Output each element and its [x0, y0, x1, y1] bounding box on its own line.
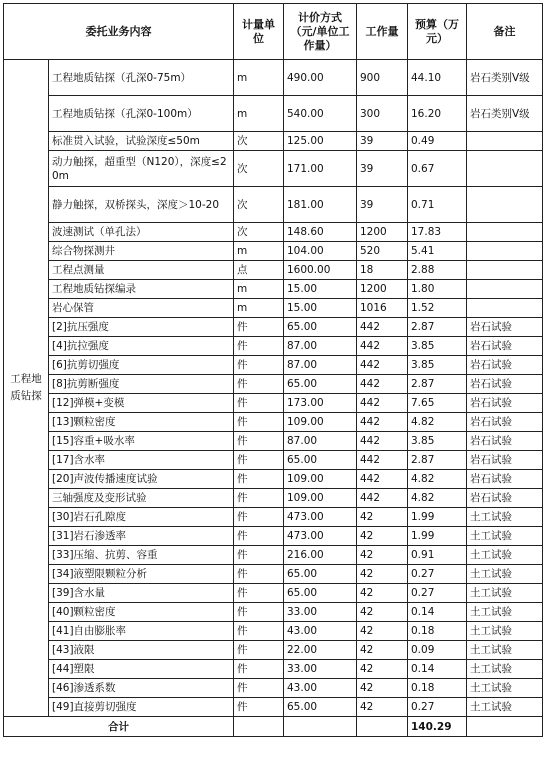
table-row	[4, 223, 543, 242]
price-cell: 87.00	[284, 337, 357, 356]
quantity-cell: 442	[357, 413, 408, 432]
note-cell: 土工试验	[467, 546, 543, 565]
quantity-cell: 520	[357, 242, 408, 261]
table-row	[4, 413, 543, 432]
quantity-cell: 442	[357, 394, 408, 413]
table-row	[4, 508, 543, 527]
quantity-cell: 42	[357, 603, 408, 622]
total-empty-price-cell	[284, 717, 357, 737]
category-cell: 工程地质钻探	[4, 60, 49, 717]
unit-cell: 件	[234, 622, 284, 641]
quantity-cell: 442	[357, 451, 408, 470]
quantity-cell: 42	[357, 565, 408, 584]
table-row	[4, 299, 543, 318]
unit-cell: m	[234, 96, 284, 132]
note-cell	[467, 261, 543, 280]
note-cell	[467, 299, 543, 318]
unit-cell: 件	[234, 698, 284, 717]
table-row	[4, 698, 543, 717]
note-cell: 土工试验	[467, 698, 543, 717]
table-row	[4, 242, 543, 261]
unit-cell: 件	[234, 375, 284, 394]
quantity-cell: 42	[357, 698, 408, 717]
note-cell	[467, 280, 543, 299]
table-row	[4, 356, 543, 375]
price-cell: 125.00	[284, 132, 357, 151]
note-cell: 岩石试验	[467, 432, 543, 451]
budget-cell: 44.10	[408, 60, 467, 96]
total-note-cell	[467, 717, 543, 737]
note-cell	[467, 151, 543, 187]
quantity-cell: 39	[357, 132, 408, 151]
price-cell: 65.00	[284, 565, 357, 584]
item-name-cell: [4]抗拉强度	[49, 337, 234, 356]
quantity-cell: 900	[357, 60, 408, 96]
header-quantity: 工作量	[357, 4, 408, 60]
unit-cell: 件	[234, 584, 284, 603]
header-unit: 计量单位	[234, 4, 284, 60]
unit-cell: 件	[234, 337, 284, 356]
note-cell: 岩石试验	[467, 375, 543, 394]
price-cell: 181.00	[284, 187, 357, 223]
table-row	[4, 432, 543, 451]
budget-cell: 3.85	[408, 356, 467, 375]
quantity-cell: 1200	[357, 280, 408, 299]
unit-cell: 次	[234, 151, 284, 187]
unit-cell: 次	[234, 223, 284, 242]
table-row	[4, 584, 543, 603]
item-name-cell: [44]塑限	[49, 660, 234, 679]
price-cell: 43.00	[284, 622, 357, 641]
note-cell: 岩石类别Ⅴ级	[467, 96, 543, 132]
note-cell	[467, 242, 543, 261]
note-cell: 土工试验	[467, 527, 543, 546]
table-row	[4, 679, 543, 698]
budget-cell: 1.52	[408, 299, 467, 318]
table-row	[4, 337, 543, 356]
unit-cell: 件	[234, 413, 284, 432]
item-name-cell: 综合物探测井	[49, 242, 234, 261]
item-name-cell: [30]岩石孔隙度	[49, 508, 234, 527]
budget-cell: 4.82	[408, 413, 467, 432]
quantity-cell: 442	[357, 432, 408, 451]
table-row	[4, 151, 543, 187]
price-cell: 473.00	[284, 527, 357, 546]
table-row	[4, 546, 543, 565]
quantity-cell: 442	[357, 318, 408, 337]
budget-cell: 4.82	[408, 470, 467, 489]
item-name-cell: 动力触探，超重型（N120），深度≤20m	[49, 151, 234, 187]
unit-cell: 次	[234, 132, 284, 151]
item-name-cell: 波速测试（单孔法）	[49, 223, 234, 242]
table-row	[4, 394, 543, 413]
item-name-cell: [49]直接剪切强度	[49, 698, 234, 717]
quantity-cell: 42	[357, 527, 408, 546]
note-cell	[467, 187, 543, 223]
unit-cell: 次	[234, 187, 284, 223]
price-cell: 109.00	[284, 489, 357, 508]
price-cell: 109.00	[284, 413, 357, 432]
unit-cell: 件	[234, 660, 284, 679]
unit-cell: 件	[234, 565, 284, 584]
price-cell: 65.00	[284, 375, 357, 394]
price-cell: 540.00	[284, 96, 357, 132]
item-name-cell: [39]含水量	[49, 584, 234, 603]
item-name-cell: [2]抗压强度	[49, 318, 234, 337]
item-name-cell: [20]声波传播速度试验	[49, 470, 234, 489]
header-content: 委托业务内容	[4, 4, 234, 60]
total-empty-unit-cell	[234, 717, 284, 737]
note-cell	[467, 132, 543, 151]
item-name-cell: 静力触探，双桥探头，深度＞10-20	[49, 187, 234, 223]
header-price-method: 计价方式（元/单位工作量）	[284, 4, 357, 60]
table-row	[4, 60, 543, 96]
item-name-cell: [17]含水率	[49, 451, 234, 470]
item-name-cell: [46]渗透系数	[49, 679, 234, 698]
item-name-cell: 标准贯入试验，试验深度≤50m	[49, 132, 234, 151]
table-row	[4, 261, 543, 280]
note-cell: 岩石类别Ⅴ级	[467, 60, 543, 96]
budget-cell: 2.88	[408, 261, 467, 280]
price-cell: 473.00	[284, 508, 357, 527]
table-row	[4, 489, 543, 508]
unit-cell: m	[234, 60, 284, 96]
price-cell: 33.00	[284, 660, 357, 679]
note-cell: 岩石试验	[467, 489, 543, 508]
budget-cell: 1.80	[408, 280, 467, 299]
unit-cell: 件	[234, 470, 284, 489]
unit-cell: 件	[234, 451, 284, 470]
budget-cell: 0.67	[408, 151, 467, 187]
note-cell: 岩石试验	[467, 318, 543, 337]
price-cell: 65.00	[284, 451, 357, 470]
quantity-cell: 442	[357, 356, 408, 375]
price-cell: 65.00	[284, 318, 357, 337]
unit-cell: 件	[234, 641, 284, 660]
budget-cell: 3.85	[408, 432, 467, 451]
note-cell: 岩石试验	[467, 356, 543, 375]
total-budget: 140.29	[408, 717, 467, 737]
note-cell: 土工试验	[467, 508, 543, 527]
total-empty-quantity-cell	[357, 717, 408, 737]
quantity-cell: 1200	[357, 223, 408, 242]
price-cell: 33.00	[284, 603, 357, 622]
item-name-cell: [12]弹模+变模	[49, 394, 234, 413]
total-label: 合计	[4, 717, 234, 737]
item-name-cell: [41]自由膨胀率	[49, 622, 234, 641]
price-cell: 65.00	[284, 584, 357, 603]
unit-cell: 件	[234, 489, 284, 508]
unit-cell: 件	[234, 318, 284, 337]
note-cell	[467, 223, 543, 242]
unit-cell: 点	[234, 261, 284, 280]
unit-cell: m	[234, 299, 284, 318]
item-name-cell: [13]颗粒密度	[49, 413, 234, 432]
budget-cell: 0.49	[408, 132, 467, 151]
budget-cell: 1.99	[408, 527, 467, 546]
item-name-cell: [43]液限	[49, 641, 234, 660]
table-row	[4, 622, 543, 641]
price-cell: 490.00	[284, 60, 357, 96]
item-name-cell: [8]抗剪断强度	[49, 375, 234, 394]
budget-cell: 0.09	[408, 641, 467, 660]
quantity-cell: 442	[357, 470, 408, 489]
budget-cell: 3.85	[408, 337, 467, 356]
unit-cell: m	[234, 280, 284, 299]
price-cell: 65.00	[284, 698, 357, 717]
unit-cell: 件	[234, 394, 284, 413]
quantity-cell: 442	[357, 337, 408, 356]
table-row	[4, 603, 543, 622]
item-name-cell: [6]抗剪切强度	[49, 356, 234, 375]
budget-cell: 16.20	[408, 96, 467, 132]
price-cell: 22.00	[284, 641, 357, 660]
quantity-cell: 18	[357, 261, 408, 280]
price-cell: 216.00	[284, 546, 357, 565]
unit-cell: 件	[234, 356, 284, 375]
item-name-cell: [33]压缩、抗剪、容重	[49, 546, 234, 565]
item-name-cell: 三轴强度及变形试验	[49, 489, 234, 508]
note-cell: 岩石试验	[467, 451, 543, 470]
price-cell: 104.00	[284, 242, 357, 261]
budget-cell: 0.71	[408, 187, 467, 223]
table-row	[4, 451, 543, 470]
table-row	[4, 280, 543, 299]
quantity-cell: 300	[357, 96, 408, 132]
table-row	[4, 641, 543, 660]
note-cell: 岩石试验	[467, 337, 543, 356]
price-cell: 15.00	[284, 280, 357, 299]
table-row	[4, 470, 543, 489]
item-name-cell: 工程地质钻探（孔深0-75m）	[49, 60, 234, 96]
item-name-cell: 工程地质钻探（孔深0-100m）	[49, 96, 234, 132]
price-cell: 148.60	[284, 223, 357, 242]
budget-cell: 5.41	[408, 242, 467, 261]
total-row	[4, 717, 543, 737]
quantity-cell: 1016	[357, 299, 408, 318]
price-cell: 173.00	[284, 394, 357, 413]
header-row	[4, 4, 543, 60]
price-cell: 87.00	[284, 356, 357, 375]
budget-cell: 0.14	[408, 603, 467, 622]
note-cell: 土工试验	[467, 622, 543, 641]
unit-cell: 件	[234, 603, 284, 622]
unit-cell: 件	[234, 432, 284, 451]
table-row	[4, 318, 543, 337]
quantity-cell: 42	[357, 508, 408, 527]
budget-cell: 0.14	[408, 660, 467, 679]
price-cell: 15.00	[284, 299, 357, 318]
unit-cell: 件	[234, 508, 284, 527]
table-row	[4, 527, 543, 546]
header-budget: 预算（万元）	[408, 4, 467, 60]
note-cell: 土工试验	[467, 603, 543, 622]
table-row	[4, 565, 543, 584]
quantity-cell: 42	[357, 546, 408, 565]
item-name-cell: [31]岩石渗透率	[49, 527, 234, 546]
note-cell: 土工试验	[467, 679, 543, 698]
item-name-cell: 工程地质钻探编录	[49, 280, 234, 299]
price-cell: 43.00	[284, 679, 357, 698]
budget-cell: 0.18	[408, 622, 467, 641]
budget-cell: 0.91	[408, 546, 467, 565]
note-cell: 土工试验	[467, 565, 543, 584]
budget-cell: 2.87	[408, 375, 467, 394]
budget-cell: 0.27	[408, 584, 467, 603]
table-body	[4, 60, 543, 737]
unit-cell: 件	[234, 679, 284, 698]
note-cell: 土工试验	[467, 660, 543, 679]
quantity-cell: 42	[357, 641, 408, 660]
item-name-cell: [15]容重+吸水率	[49, 432, 234, 451]
table-row	[4, 375, 543, 394]
budget-cell: 17.83	[408, 223, 467, 242]
item-name-cell: 工程点测量	[49, 261, 234, 280]
budget-cell: 2.87	[408, 318, 467, 337]
item-name-cell: [40]颗粒密度	[49, 603, 234, 622]
budget-cell: 2.87	[408, 451, 467, 470]
price-cell: 171.00	[284, 151, 357, 187]
table-row	[4, 96, 543, 132]
unit-cell: 件	[234, 527, 284, 546]
budget-cell: 0.18	[408, 679, 467, 698]
price-cell: 1600.00	[284, 261, 357, 280]
note-cell: 土工试验	[467, 584, 543, 603]
quantity-cell: 442	[357, 489, 408, 508]
item-name-cell: 岩心保管	[49, 299, 234, 318]
note-cell: 岩石试验	[467, 470, 543, 489]
budget-cell: 7.65	[408, 394, 467, 413]
price-cell: 87.00	[284, 432, 357, 451]
table-row	[4, 660, 543, 679]
table-row	[4, 187, 543, 223]
note-cell: 岩石试验	[467, 394, 543, 413]
price-cell: 109.00	[284, 470, 357, 489]
header-note: 备注	[467, 4, 543, 60]
budget-cell: 0.27	[408, 698, 467, 717]
unit-cell: m	[234, 242, 284, 261]
budget-table	[3, 3, 543, 737]
unit-cell: 件	[234, 546, 284, 565]
quantity-cell: 39	[357, 151, 408, 187]
quantity-cell: 442	[357, 375, 408, 394]
budget-cell: 1.99	[408, 508, 467, 527]
budget-cell: 0.27	[408, 565, 467, 584]
quantity-cell: 42	[357, 660, 408, 679]
note-cell: 岩石试验	[467, 413, 543, 432]
table-row	[4, 132, 543, 151]
budget-cell: 4.82	[408, 489, 467, 508]
quantity-cell: 39	[357, 187, 408, 223]
quantity-cell: 42	[357, 622, 408, 641]
note-cell: 土工试验	[467, 641, 543, 660]
item-name-cell: [34]液塑限颗粒分析	[49, 565, 234, 584]
quantity-cell: 42	[357, 679, 408, 698]
quantity-cell: 42	[357, 584, 408, 603]
